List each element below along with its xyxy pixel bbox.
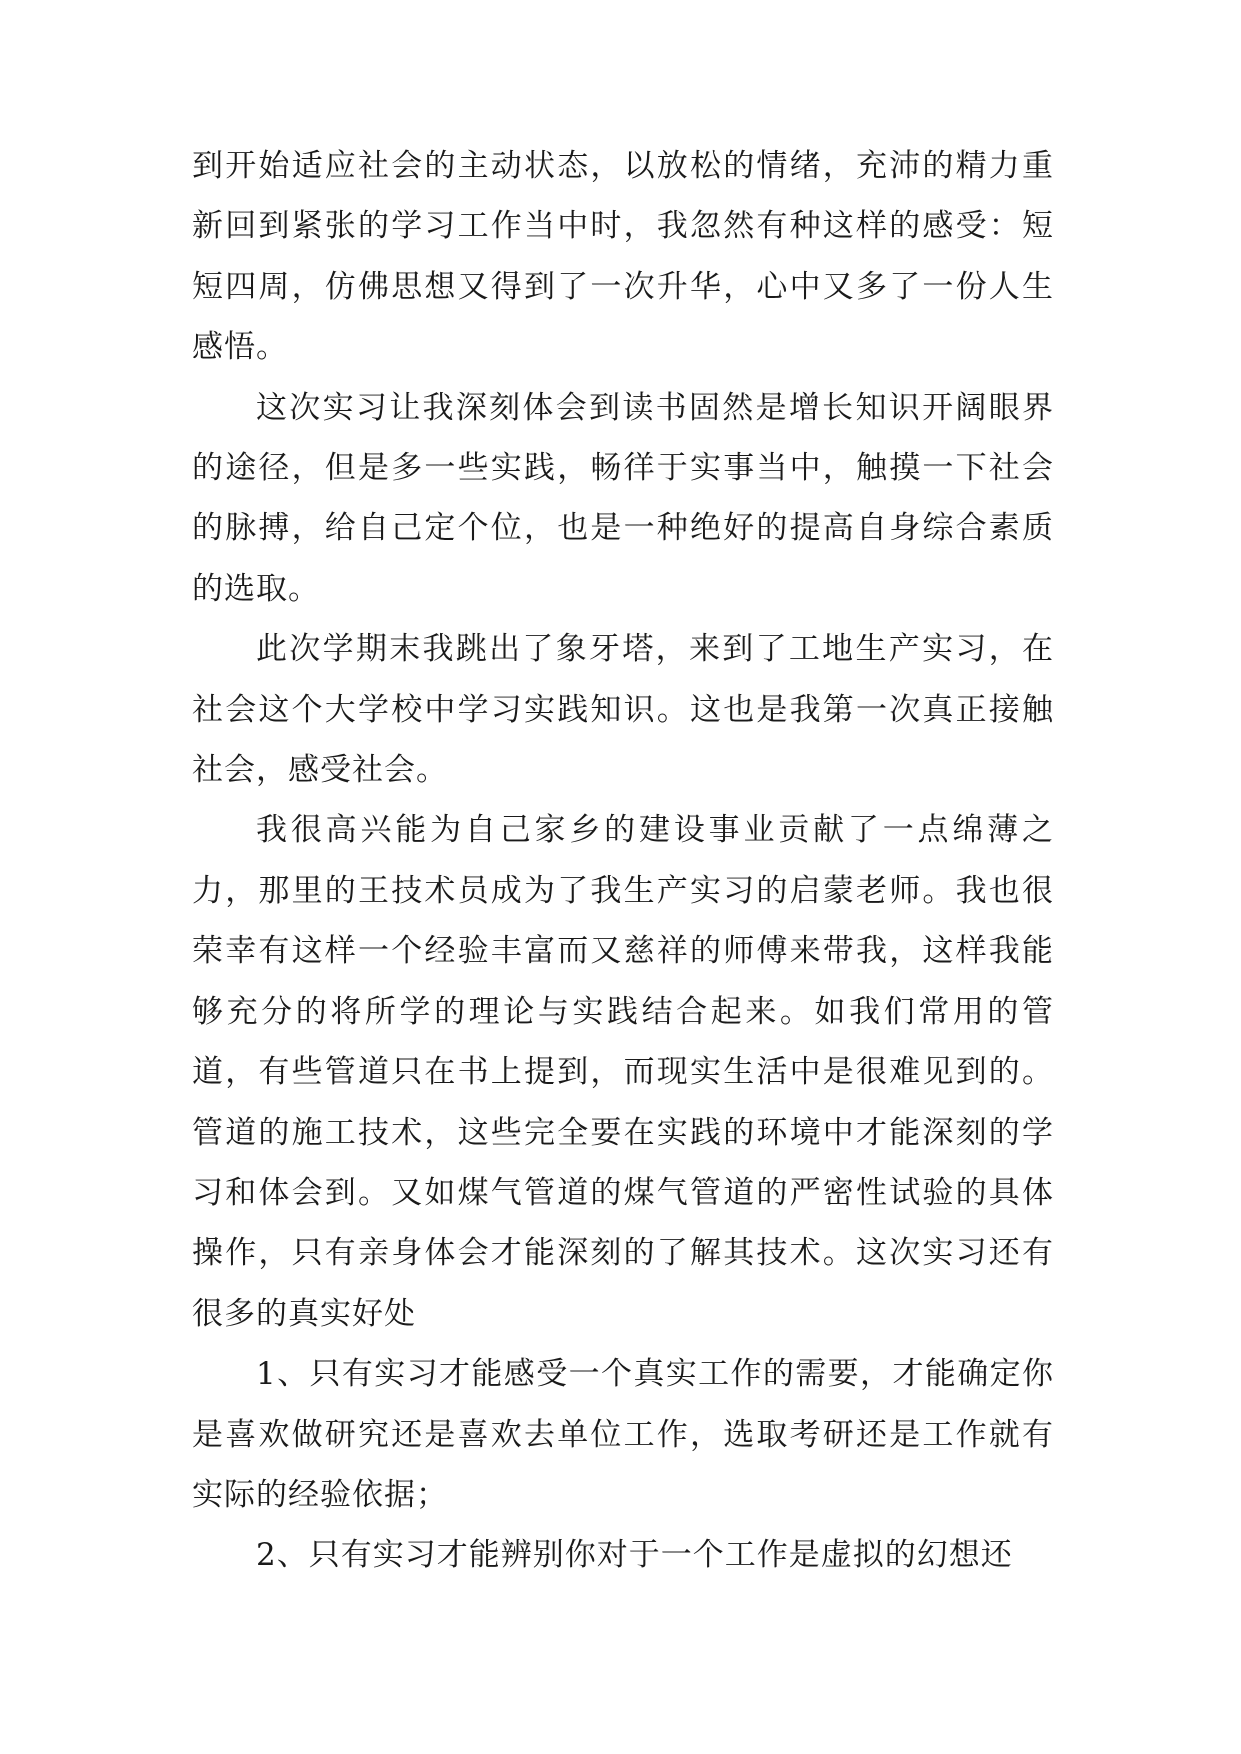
paragraph-2: 这次实习让我深刻体会到读书固然是增长知识开阔眼界的途径，但是多一些实践，畅徉于实事当中，触摸一下社会的脉搏，给自己定个位，也是一种绝好的提高自身综合素质的选取。 — [192, 389, 1054, 607]
paragraph-5-list-item-1: 1、只有实习才能感受一个真实工作的需要，才能确定你是喜欢做研究还是喜欢去单位工作，选取考研还是工作就有实际的经验依据； — [192, 1356, 1054, 1513]
paragraph-1: 到开始适应社会的主动状态，以放松的情绪，充沛的精力重新回到紧张的学习工作当中时，我忽然有种这样的感受：短短四周，仿佛思想又得到了一次升华，心中又多了一份人生感悟。 — [192, 148, 1054, 366]
paragraph-6-list-item-2: 2、只有实习才能辨别你对于一个工作是虚拟的幻想还 — [256, 1537, 1013, 1574]
paragraph-4: 我很高兴能为自己家乡的建设事业贡献了一点绵薄之力，那里的王技术员成为了我生产实习的启蒙老师。我也很荣幸有这样一个经验丰富而又慈祥的师傅来带我，这样我能够充分的将所学的理论与实践结合起来。如我们常用的管道，有些管道只在书上提到，而现实生活中是很难见到的。管道的施工技术，这些完全要在实践的环境中才能深刻的学习和体会到。又如煤气管道的煤气管道的严密性试验的具体操作，只有亲身体会才能深刻的了解其技术。这次实习还有很多的真实好处 — [192, 812, 1054, 1332]
document-page — [192, 136, 1054, 1586]
paragraph-3: 此次学期末我跳出了象牙塔，来到了工地生产实习，在社会这个大学校中学习实践知识。这也是我第一次真正接触社会，感受社会。 — [192, 631, 1054, 789]
